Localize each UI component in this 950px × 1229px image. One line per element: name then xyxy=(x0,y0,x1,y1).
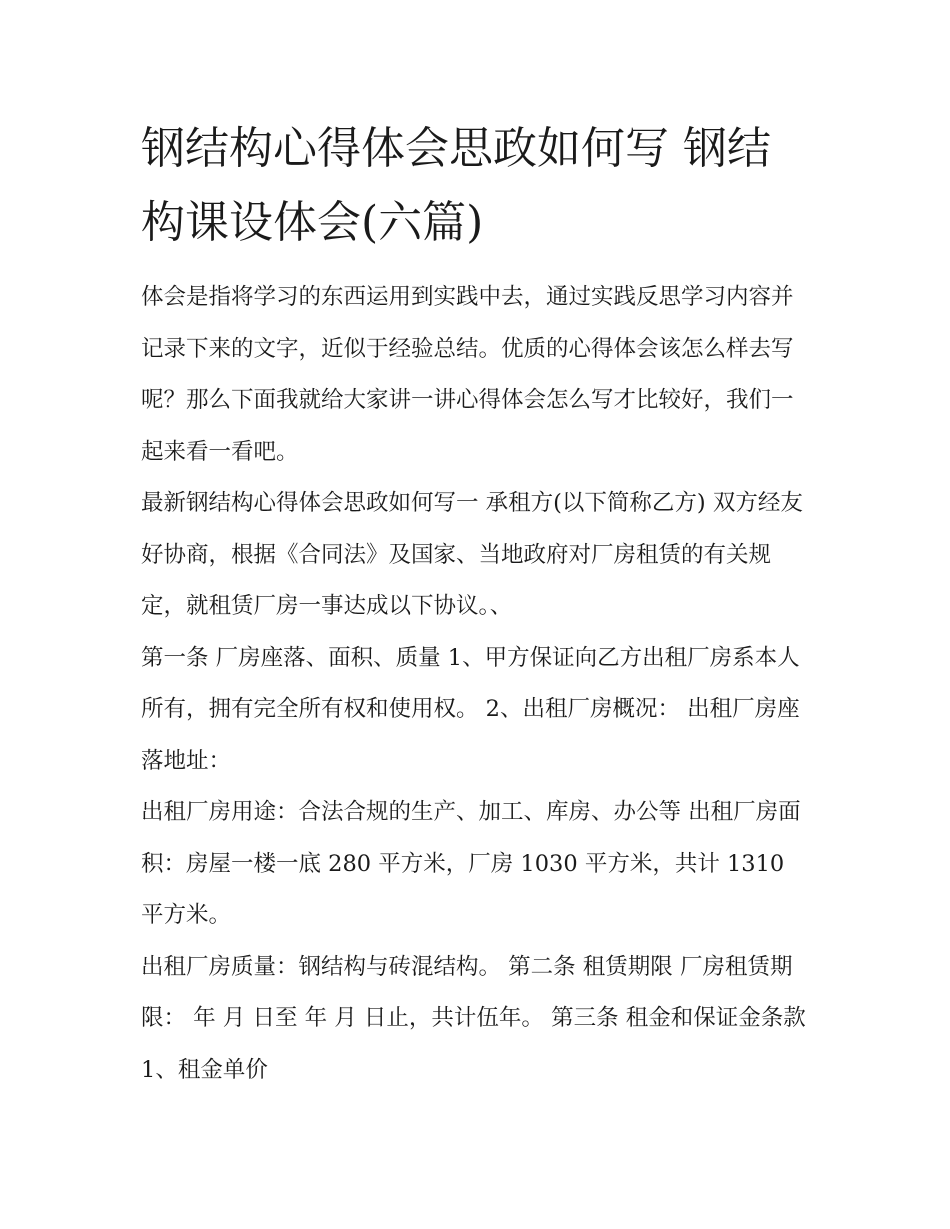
paragraph-intro: 体会是指将学习的东西运用到实践中去，通过实践反思学习内容并记录下来的文字，近似于经验总结。优质的心得体会该怎么样去写呢？那么下面我就给大家讲一讲心得体会怎么写才比较好，我们一起来看一看吧。 xyxy=(141,284,794,465)
paragraph-article-one: 第一条 厂房座落、面积、质量 1、甲方保证向乙方出租厂房系本人所有，拥有完全所有权和使用权。 2、出租厂房概况： 出租厂房座落地址： xyxy=(141,644,800,774)
document-title: 钢结构心得体会思政如何写 钢结构课设体会(六篇) xyxy=(141,123,771,248)
paragraph-usage-area: 出租厂房用途：合法合规的生产、加工、库房、办公等 出租厂房面积：房屋一楼一底 280 平方米，厂房 1030 平方米，共计 1310 平方米。 xyxy=(141,799,801,928)
paragraph-agreement-preamble: 最新钢结构心得体会思政如何写一 承租方(以下简称乙方) 双方经友好协商，根据《合同法》及国家、当地政府对厂房租赁的有关规定，就租赁厂房一事达成以下协议。、 xyxy=(141,490,803,619)
document-body xyxy=(141,112,813,1096)
paragraph-quality-term-rent: 出租厂房质量：钢结构与砖混结构。 第二条 租赁期限 厂房租赁期限： 年 月 日至 年 月 日止，共计伍年。 第三条 租金和保证金条款 1、租金单价 xyxy=(141,953,806,1083)
